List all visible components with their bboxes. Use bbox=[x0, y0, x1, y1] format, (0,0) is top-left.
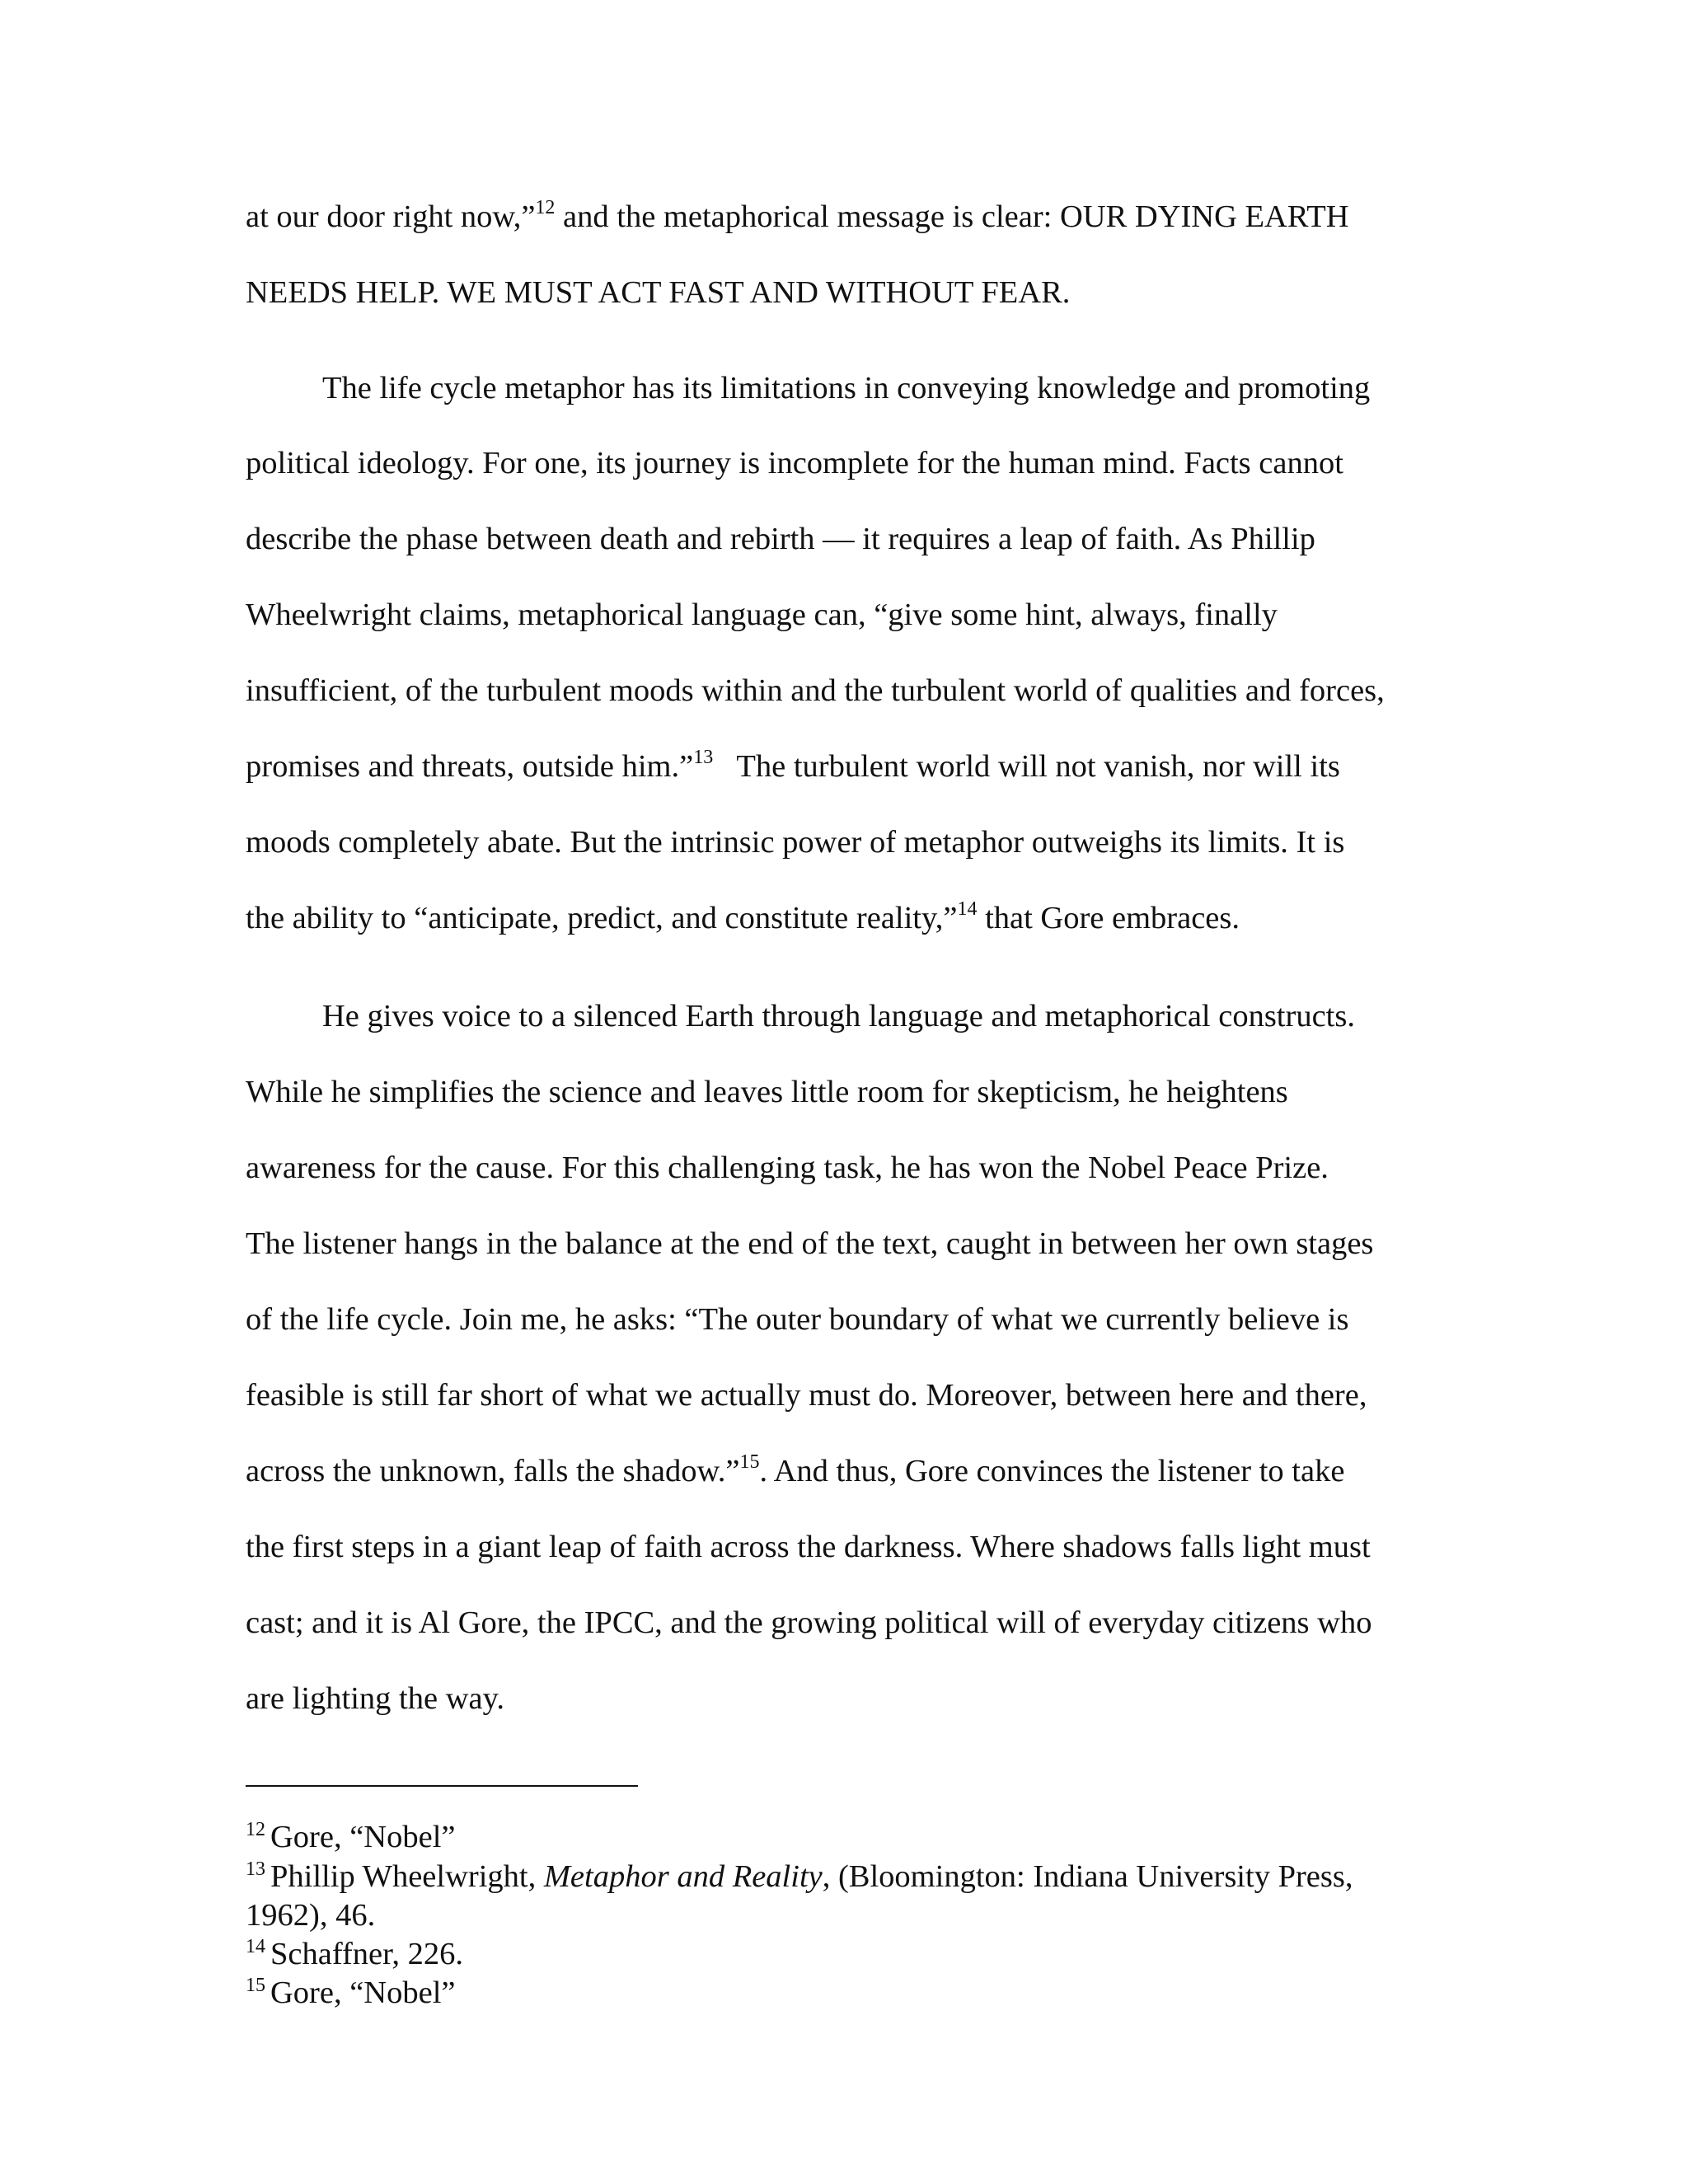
body-line: the first steps in a giant leap of faith across the darkness. Where shadows falls light must bbox=[246, 1530, 1371, 1564]
footnote-12 bbox=[246, 1821, 455, 1854]
body-text: at our door right now,” bbox=[246, 199, 536, 234]
body-line: describe the phase between death and rebirth — it requires a leap of faith. As Phillip bbox=[246, 522, 1315, 556]
body-text: . And thus, Gore convinces the listener to take bbox=[759, 1454, 1345, 1488]
footnote-number: 12 bbox=[246, 1819, 265, 1840]
footnote-ref-15[interactable]: 15 bbox=[739, 1451, 760, 1473]
footnote-number: 14 bbox=[246, 1936, 265, 1957]
body-line: Wheelwright claims, metaphorical language can, “give some hint, always, finally bbox=[246, 598, 1278, 632]
body-text: The turbulent world will not vanish, nor will its bbox=[713, 749, 1340, 784]
body-line: of the life cycle. Join me, he asks: “The outer boundary of what we currently believe is bbox=[246, 1302, 1349, 1337]
footnote-text: Gore, “Nobel” bbox=[270, 1820, 456, 1854]
body-line: He gives voice to a silenced Earth through language and metaphorical constructs. bbox=[322, 999, 1355, 1033]
body-line: The life cycle metaphor has its limitations in conveying knowledge and promoting bbox=[322, 371, 1371, 405]
body-line: are lighting the way. bbox=[246, 1681, 504, 1716]
body-line: The listener hangs in the balance at the end of the text, caught in between her own stages bbox=[246, 1226, 1374, 1261]
footnote-book-title: Metaphor and Reality bbox=[543, 1859, 823, 1894]
body-line: feasible is still far short of what we actually must do. Moreover, between here and there, bbox=[246, 1378, 1367, 1413]
footnote-14 bbox=[246, 1938, 463, 1971]
body-line: NEEDS HELP. WE MUST ACT FAST AND WITHOUT FEAR. bbox=[246, 275, 1071, 310]
body-line bbox=[246, 1451, 1345, 1488]
footnote-number: 13 bbox=[246, 1858, 265, 1880]
body-text: and the metaphorical message is clear: OUR DYING EARTH bbox=[555, 199, 1349, 234]
footnote-number: 15 bbox=[246, 1975, 265, 1996]
footnote-ref-13[interactable]: 13 bbox=[693, 747, 714, 768]
body-line bbox=[246, 747, 1340, 784]
footnote-ref-12[interactable]: 12 bbox=[535, 197, 556, 218]
body-line: political ideology. For one, its journey is incomplete for the human mind. Facts cannot bbox=[246, 446, 1343, 480]
footnote-15 bbox=[246, 1977, 455, 2009]
body-line bbox=[246, 898, 1240, 935]
footnote-separator bbox=[246, 1785, 638, 1787]
body-text: the ability to “anticipate, predict, and constitute reality,” bbox=[246, 901, 958, 935]
body-line: moods completely abate. But the intrinsic power of metaphor outweighs its limits. It is bbox=[246, 825, 1345, 860]
body-text: that Gore embraces. bbox=[977, 901, 1240, 935]
body-line bbox=[246, 197, 1349, 234]
footnote-text: Schaffner, 226. bbox=[270, 1937, 464, 1971]
body-line: While he simplifies the science and leaves little room for skepticism, he heightens bbox=[246, 1075, 1288, 1109]
body-text: promises and threats, outside him.” bbox=[246, 749, 694, 784]
footnote-13 bbox=[246, 1858, 1353, 1894]
footnote-ref-14[interactable]: 14 bbox=[957, 898, 978, 920]
body-line: awareness for the cause. For this challenging task, he has won the Nobel Peace Prize. bbox=[246, 1151, 1329, 1185]
body-line: cast; and it is Al Gore, the IPCC, and the growing political will of everyday citizens who bbox=[246, 1605, 1372, 1640]
footnote-text: Gore, “Nobel” bbox=[270, 1975, 456, 2010]
footnote-13-continuation: 1962), 46. bbox=[246, 1898, 376, 1933]
body-line: insufficient, of the turbulent moods within and the turbulent world of qualities and forces, bbox=[246, 673, 1385, 708]
footnote-text: , (Bloomington: Indiana University Press, bbox=[822, 1859, 1353, 1894]
footnote-text: Phillip Wheelwright, bbox=[270, 1859, 544, 1894]
body-text: across the unknown, falls the shadow.” bbox=[246, 1454, 740, 1488]
